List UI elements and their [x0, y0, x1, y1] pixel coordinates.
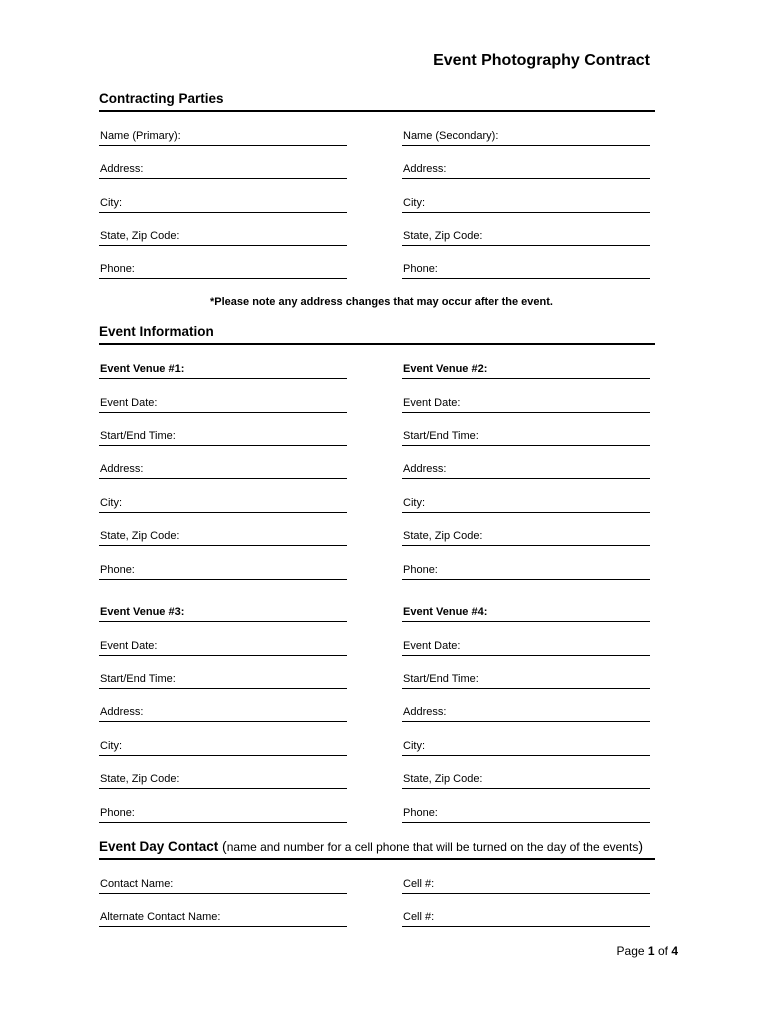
secondary-name-field[interactable] [402, 127, 650, 146]
open-paren: ( [222, 838, 227, 854]
field-label: State, Zip Code: [403, 530, 483, 542]
section-subtitle: name and number for a cell phone that will be turned on the day of the events [226, 840, 639, 854]
venue-2-city-field[interactable] [402, 494, 650, 513]
contact-name-field[interactable] [99, 875, 347, 894]
venue-1-city-field[interactable] [99, 494, 347, 513]
field-label: City: [403, 197, 425, 209]
page-word: Page [616, 944, 645, 958]
field-label: Address: [100, 463, 144, 475]
field-label: Alternate Contact Name: [100, 911, 221, 923]
field-label: Address: [100, 163, 144, 175]
field-label: City: [403, 497, 425, 509]
venue-2-time-field[interactable] [402, 427, 650, 446]
venue-1-address-field[interactable] [99, 460, 347, 479]
venue-2-address-field[interactable] [402, 460, 650, 479]
field-label: Event Venue #2: [403, 363, 488, 375]
field-label: Event Venue #1: [100, 363, 185, 375]
field-label: Event Venue #4: [403, 606, 488, 618]
secondary-address-field[interactable] [402, 160, 650, 179]
field-label: Phone: [100, 807, 135, 819]
primary-name-field[interactable] [99, 127, 347, 146]
field-label: State, Zip Code: [403, 230, 483, 242]
field-label: Name (Secondary): [403, 130, 499, 142]
field-label: Cell #: [403, 878, 435, 890]
secondary-city-field[interactable] [402, 194, 650, 213]
event-venue-1-field[interactable] [99, 360, 347, 379]
venue-1-date-field[interactable] [99, 394, 347, 413]
venue-1-time-field[interactable] [99, 427, 347, 446]
field-label: Address: [403, 463, 447, 475]
field-label: City: [403, 740, 425, 752]
section-title: Event Day Contact [99, 839, 219, 854]
venue-1-phone-field[interactable] [99, 561, 347, 580]
primary-city-field[interactable] [99, 194, 347, 213]
primary-state-zip-field[interactable] [99, 227, 347, 246]
field-label: Phone: [403, 564, 438, 576]
contact-cell-field[interactable] [402, 875, 650, 894]
field-label: Contact Name: [100, 878, 174, 890]
alternate-contact-cell-field[interactable] [402, 908, 650, 927]
secondary-state-zip-field[interactable] [402, 227, 650, 246]
page-current: 1 [647, 944, 655, 958]
primary-address-field[interactable] [99, 160, 347, 179]
venue-3-city-field[interactable] [99, 737, 347, 756]
venue-3-phone-field[interactable] [99, 804, 347, 823]
close-paren: ) [638, 838, 643, 854]
primary-phone-field[interactable] [99, 260, 347, 279]
field-label: City: [100, 740, 122, 752]
venue-4-address-field[interactable] [402, 703, 650, 722]
field-label: Phone: [100, 564, 135, 576]
venue-4-phone-field[interactable] [402, 804, 650, 823]
of-word: of [657, 944, 668, 958]
note-text: *Please note any address changes that may occur after the event. [210, 296, 553, 308]
venue-3-time-field[interactable] [99, 670, 347, 689]
field-label: State, Zip Code: [100, 230, 180, 242]
page-number [617, 944, 678, 958]
field-label: State, Zip Code: [100, 773, 180, 785]
section-heading-event-information [99, 323, 655, 345]
venue-2-state-zip-field[interactable] [402, 527, 650, 546]
section-title: Event Information [99, 324, 214, 339]
field-label: Event Date: [100, 640, 158, 652]
venue-4-date-field[interactable] [402, 637, 650, 656]
field-label: State, Zip Code: [403, 773, 483, 785]
field-label: Cell #: [403, 911, 435, 923]
field-label: Phone: [403, 807, 438, 819]
field-label: Event Venue #3: [100, 606, 185, 618]
venue-4-time-field[interactable] [402, 670, 650, 689]
field-label: Address: [100, 706, 144, 718]
venue-3-state-zip-field[interactable] [99, 770, 347, 789]
venue-1-state-zip-field[interactable] [99, 527, 347, 546]
field-label: Address: [403, 163, 447, 175]
section-title: Contracting Parties [99, 91, 224, 106]
field-label: Start/End Time: [100, 673, 176, 685]
event-venue-4-field[interactable] [402, 603, 650, 622]
event-venue-2-field[interactable] [402, 360, 650, 379]
field-label: Name (Primary): [100, 130, 181, 142]
section-heading-contracting-parties [99, 90, 655, 112]
field-label: Address: [403, 706, 447, 718]
alternate-contact-name-field[interactable] [99, 908, 347, 927]
venue-2-phone-field[interactable] [402, 561, 650, 580]
document-title: Event Photography Contract [433, 52, 650, 69]
field-label: Start/End Time: [403, 430, 479, 442]
field-label: Phone: [403, 263, 438, 275]
venue-3-date-field[interactable] [99, 637, 347, 656]
venue-4-city-field[interactable] [402, 737, 650, 756]
section-title-wrap [99, 838, 643, 858]
field-label: Event Date: [403, 397, 461, 409]
field-label: City: [100, 197, 122, 209]
secondary-phone-field[interactable] [402, 260, 650, 279]
venue-4-state-zip-field[interactable] [402, 770, 650, 789]
field-label: Event Date: [403, 640, 461, 652]
field-label: Start/End Time: [100, 430, 176, 442]
field-label: Phone: [100, 263, 135, 275]
field-label: Event Date: [100, 397, 158, 409]
field-label: City: [100, 497, 122, 509]
field-label: Start/End Time: [403, 673, 479, 685]
page-total: 4 [671, 944, 678, 958]
section-heading-event-day-contact [99, 838, 655, 860]
field-label: State, Zip Code: [100, 530, 180, 542]
event-venue-3-field[interactable] [99, 603, 347, 622]
venue-3-address-field[interactable] [99, 703, 347, 722]
venue-2-date-field[interactable] [402, 394, 650, 413]
